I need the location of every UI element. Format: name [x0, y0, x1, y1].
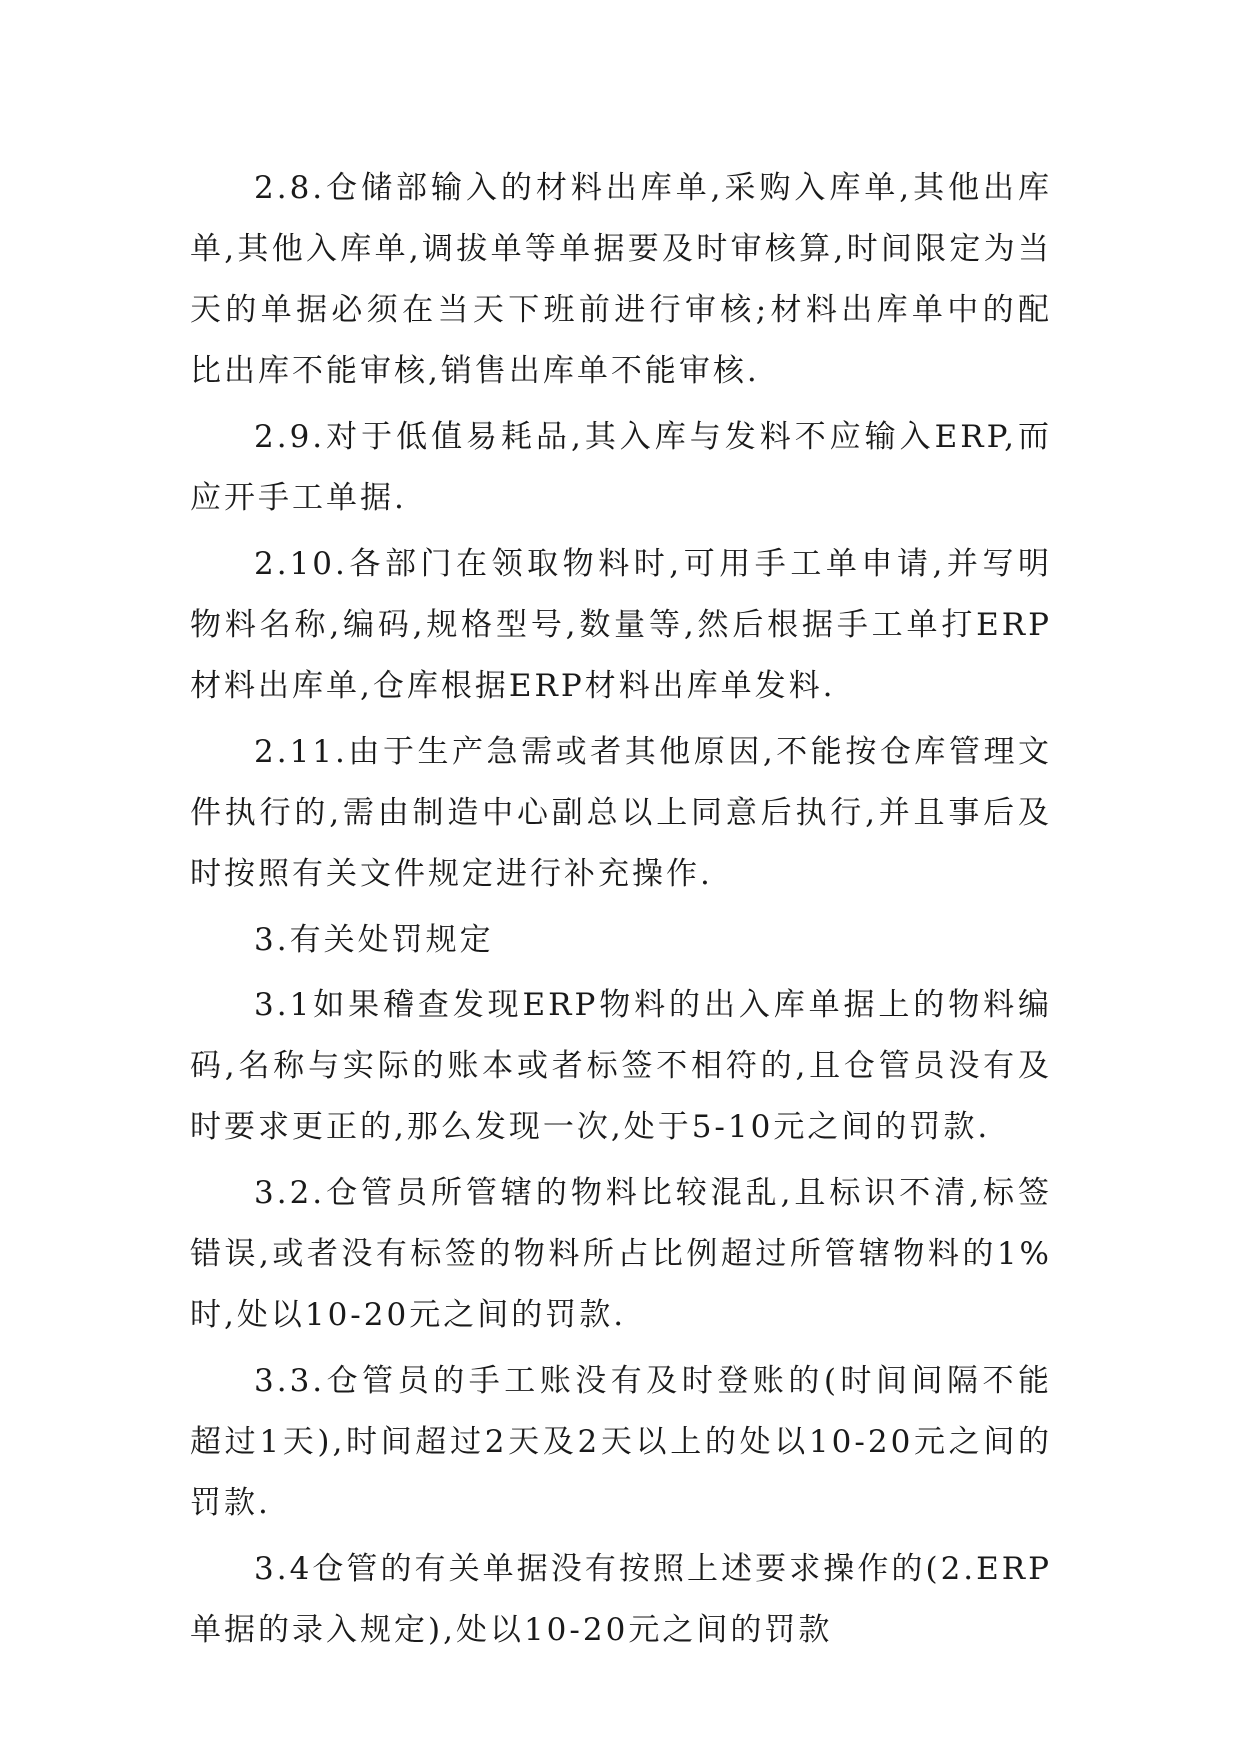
paragraph-2-10: 2.10.各部门在领取物料时,可用手工单申请,并写明物料名称,编码,规格型号,数量等,然后根据手工单打ERP材料出库单,仓库根据ERP材料出库单发料. [190, 546, 1052, 704]
paragraph-2-11: 2.11.由于生产急需或者其他原因,不能按仓库管理文件执行的,需由制造中心副总以上同意后执行,并且事后及时按照有关文件规定进行补充操作. [190, 734, 1052, 892]
paragraph-3-2: 3.2.仓管员所管辖的物料比较混乱,且标识不清,标签错误,或者没有标签的物料所占比例超过所管辖物料的1%时,处以10-20元之间的罚款. [190, 1175, 1052, 1333]
paragraph-3-1: 3.1如果稽查发现ERP物料的出入库单据上的物料编码,名称与实际的账本或者标签不相符的,且仓管员没有及时要求更正的,那么发现一次,处于5-10元之间的罚款. [190, 987, 1052, 1145]
paragraph-3-4: 3.4仓管的有关单据没有按照上述要求操作的(2.ERP单据的录入规定),处以10-20元之间的罚款 [190, 1551, 1052, 1648]
paragraph-2-8: 2.8.仓储部输入的材料出库单,采购入库单,其他出库单,其他入库单,调拔单等单据要及时审核算,时间限定为当天的单据必须在当天下班前进行审核;材料出库单中的配比出库不能审核,销售出库单不能审核. [190, 170, 1052, 389]
section-heading-3: 3.有关处罚规定 [254, 922, 494, 958]
paragraph-3-3: 3.3.仓管员的手工账没有及时登账的(时间间隔不能超过1天),时间超过2天及2天以上的处以10-20元之间的罚款. [190, 1363, 1052, 1521]
document-body [190, 158, 1052, 1666]
paragraph-2-9: 2.9.对于低值易耗品,其入库与发料不应输入ERP,而应开手工单据. [190, 419, 1052, 516]
